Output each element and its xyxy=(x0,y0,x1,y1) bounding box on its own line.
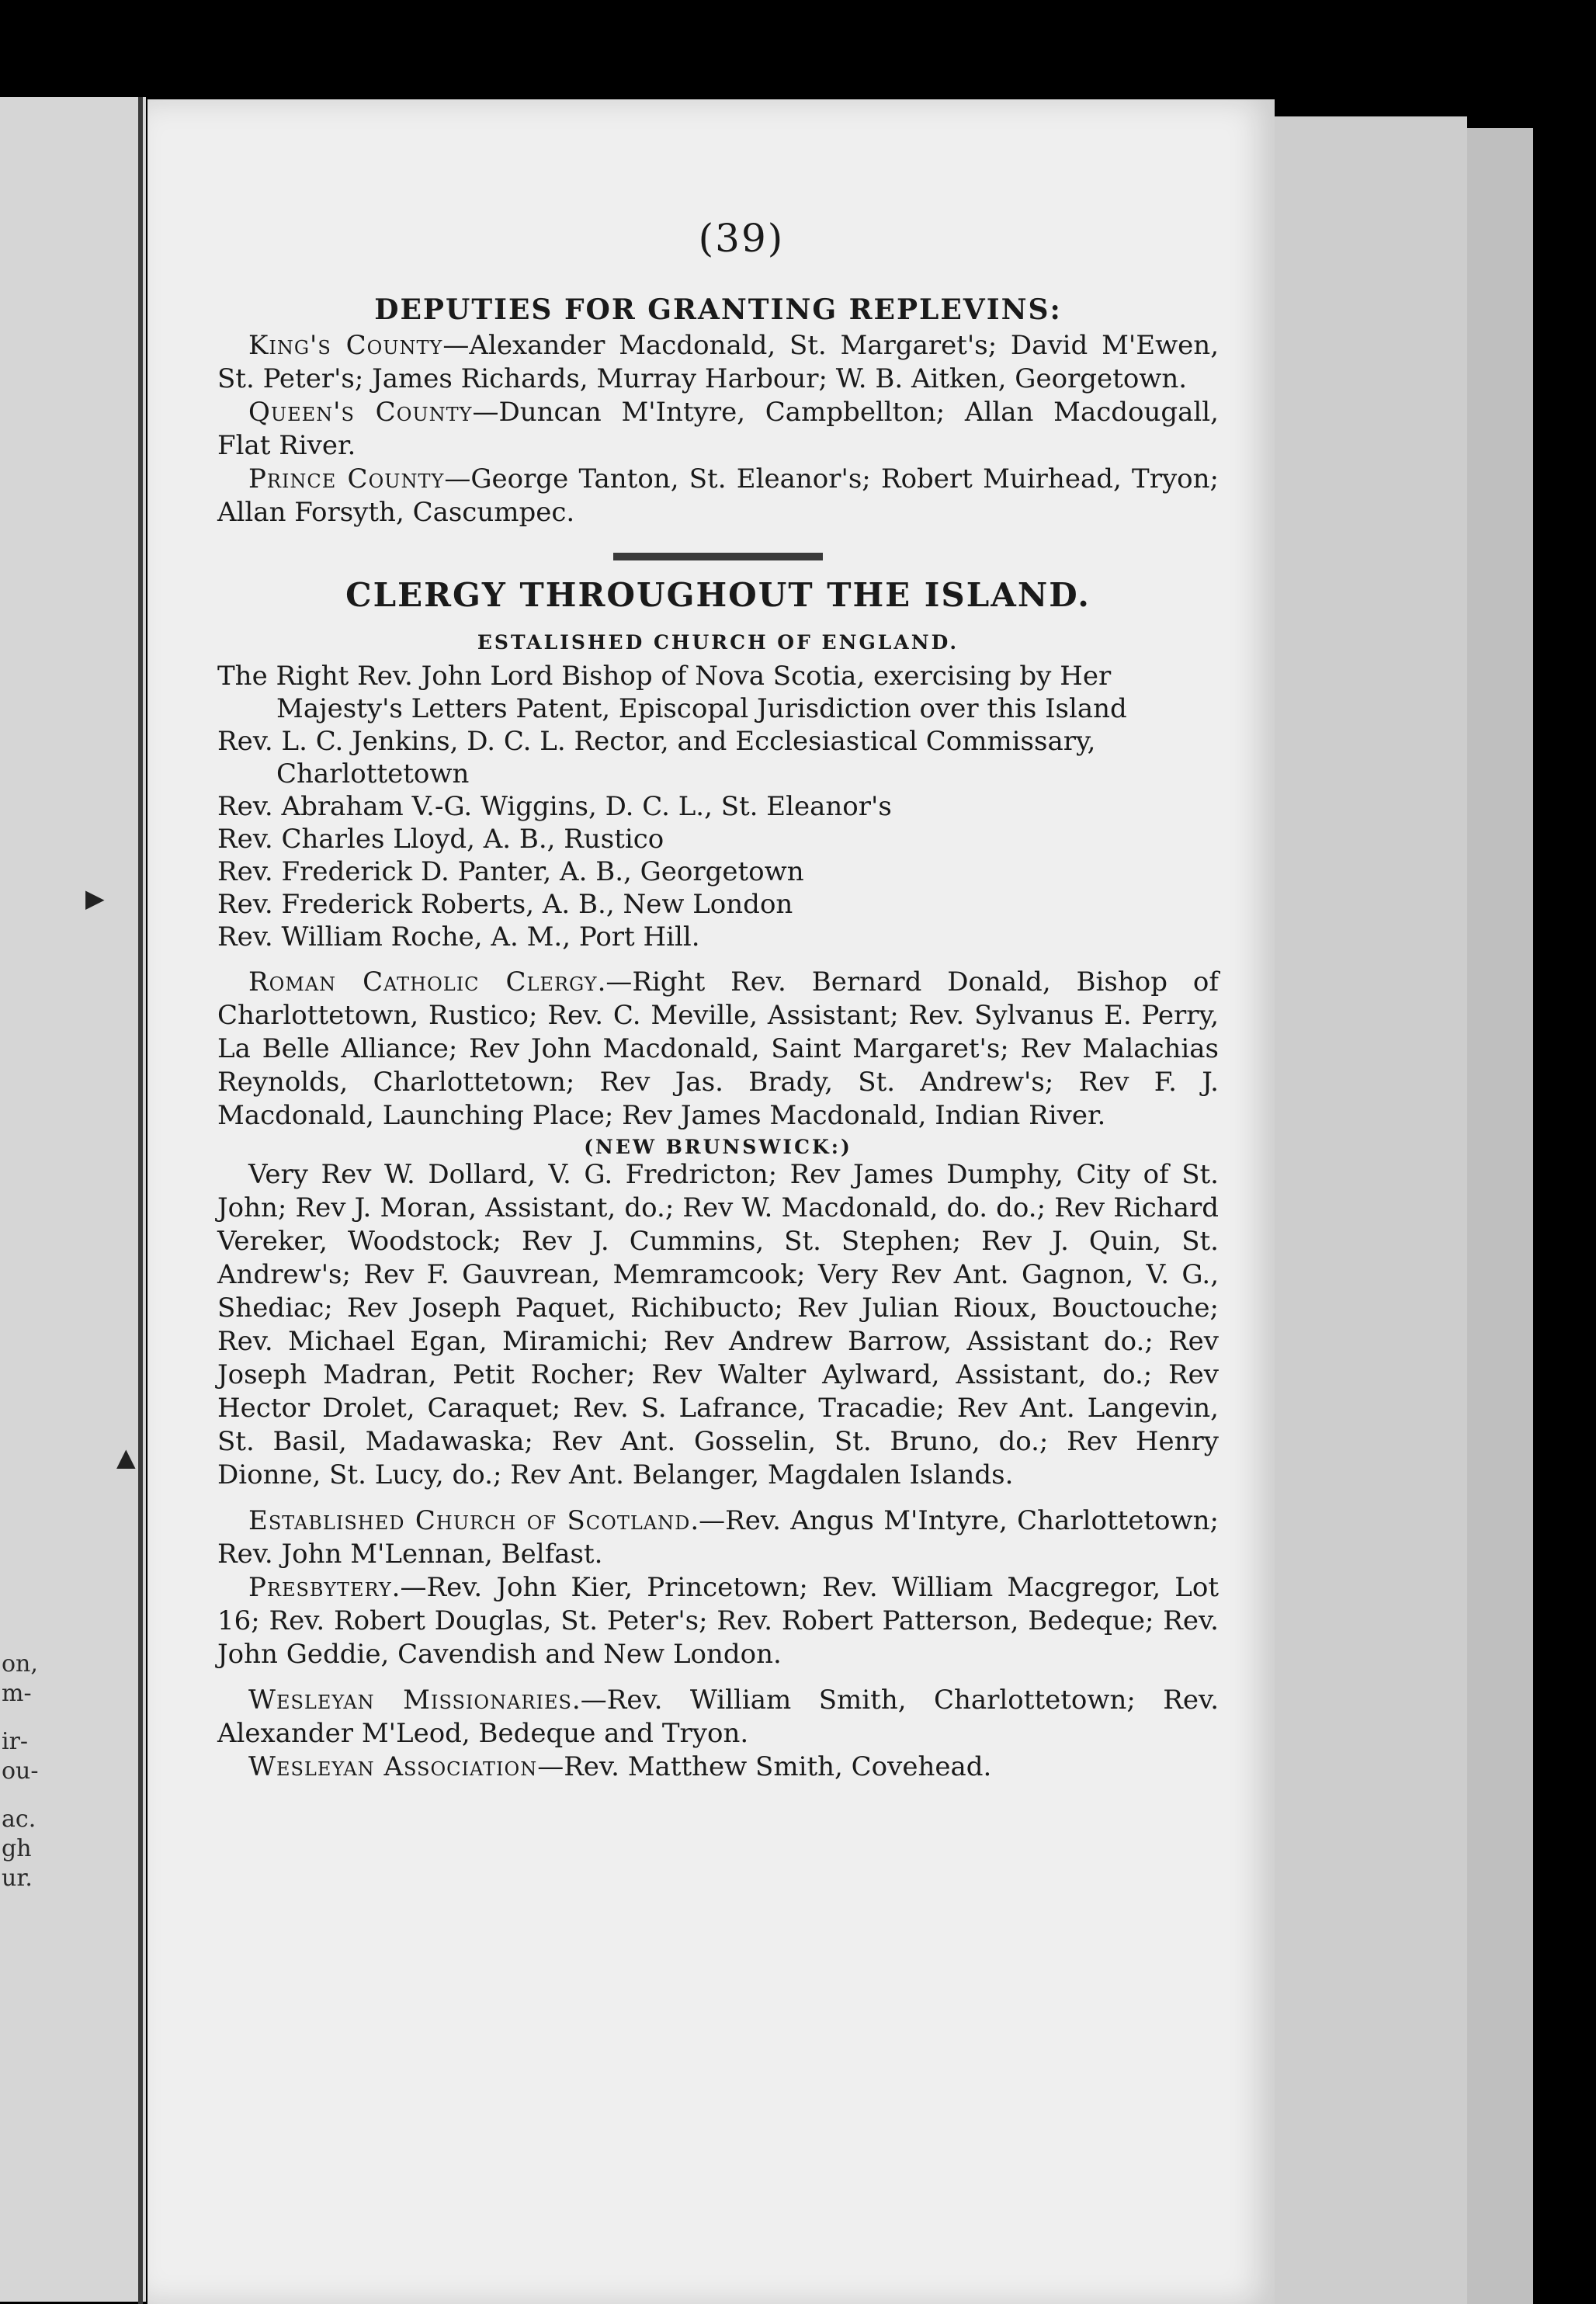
margin-fragment: ur. xyxy=(2,1865,33,1892)
clergy-title: CLERGY THROUGHOUT THE ISLAND. xyxy=(345,576,1091,614)
page-number: (39) xyxy=(698,216,785,261)
entry-lead: Presbytery xyxy=(248,1572,392,1603)
church-of-england-subtitle: ESTALISHED CHURCH OF ENGLAND. xyxy=(477,631,959,654)
list-item: Rev. Abraham V.-G. Wiggins, D. C. L., St. Eleanor's xyxy=(217,791,892,822)
list-item: Rev. Frederick Roberts, A. B., New London xyxy=(217,889,793,920)
church-of-scotland xyxy=(217,1504,1219,1571)
margin-fragment: m- xyxy=(2,1680,32,1707)
margin-fragment: ir- xyxy=(2,1728,29,1755)
entry-lead: Wesleyan Missionaries xyxy=(248,1685,572,1716)
list-item: The Right Rev. John Lord Bishop of Nova Scotia, exercising by Her Majesty's Letters Patent, Episcopal Jurisdiction over this Island xyxy=(217,661,1127,724)
page-content xyxy=(217,216,1219,1784)
entry-lead: Roman Catholic Clergy xyxy=(248,966,598,998)
entry-lead: Established Church of Scotland xyxy=(248,1505,691,1536)
margin-fragment: ou- xyxy=(2,1757,39,1785)
entry-text: —George Tanton, St. Eleanor's; Robert Muirhead, Tryon; Allan Forsyth, Cascumpec. xyxy=(217,463,1219,528)
deputies-kings-county xyxy=(217,329,1219,396)
book-page xyxy=(85,99,1275,2304)
entry-text: —Duncan M'Intyre, Campbellton; Allan Macdougall, Flat River. xyxy=(217,397,1219,461)
previous-page-edge xyxy=(0,97,146,2302)
entry-text: .—Right Rev. Bernard Donald, Bishop of Charlottetown, Rustico; Rev. C. Meville, Assistant; Rev. Sylvanus E. Perry, La Belle Alliance; Rev John Macdonald, Saint Margaret's; Rev Malachias Reynolds, Charlottetown; Rev Jas. Brady, St. Andrew's; Rev F. J. Macdonald, Launching Place; Rev James Macdonald, Indian River. xyxy=(217,966,1219,1131)
deputies-prince-county xyxy=(217,463,1219,529)
deputies-queens-county xyxy=(217,396,1219,463)
entry-text: .—Rev. John Kier, Princetown; Rev. William Macgregor, Lot 16; Rev. Robert Douglas, St. Peter's; Rev. Robert Patterson, Bedeque; Rev. John Geddie, Cavendish and New London. xyxy=(217,1572,1219,1670)
wesleyan-missionaries xyxy=(217,1684,1219,1751)
entry-text: .—Rev. Angus M'Intyre, Charlottetown; Rev. John M'Lennan, Belfast. xyxy=(217,1505,1219,1570)
entry-lead: Wesleyan Association xyxy=(248,1751,538,1782)
list-item: Rev. William Roche, A. M., Port Hill. xyxy=(217,921,700,952)
book-gutter xyxy=(138,97,143,2304)
entry-text: —Rev. Matthew Smith, Covehead. xyxy=(537,1751,992,1782)
new-brunswick-subtitle: (NEW BRUNSWICK:) xyxy=(584,1136,852,1158)
new-brunswick-clergy: Very Rev W. Dollard, V. G. Fredricton; Rev James Dumphy, City of St. John; Rev J. Moran, Assistant, do.; Rev W. Macdonald, do. do.; Rev Richard Vereker, Woodstock; Rev J. Cummins, St. Stephen; Rev J. Quin, St. Andrew's; Rev F. Gauvrean, Memramcook; Very Rev Ant. Gagnon, V. G., Shediac; Rev Joseph Paquet, Richibucto; Rev Julian Rioux, Bouctouche; Rev. Michael Egan, Miramichi; Rev Andrew Barrow, Assistant do.; Rev Joseph Madran, Petit Rocher; Rev Walter Aylward, Assistant, do.; Rev Hector Drolet, Caraquet; Rev. S. Lafrance, Tracadie; Rev Ant. Langevin, St. Basil, Madawaska; Rev Ant. Gosselin, St. Bruno, do.; Rev Henry Dionne, St. Lucy, do.; Rev Ant. Belanger, Magdalen Islands. xyxy=(217,1159,1219,1490)
church-of-england-list xyxy=(217,660,1219,953)
clergy-section xyxy=(217,576,1219,1784)
entry-text: .—Rev. William Smith, Charlottetown; Rev. Alexander M'Leod, Bedeque and Tryon. xyxy=(217,1685,1219,1749)
section-divider xyxy=(613,553,823,560)
list-item: Rev. L. C. Jenkins, D. C. L. Rector, and Ecclesiastical Commissary, Charlottetown xyxy=(217,726,1096,789)
presbytery xyxy=(217,1571,1219,1671)
margin-fragment: gh xyxy=(2,1835,32,1862)
list-item: Rev. Charles Lloyd, A. B., Rustico xyxy=(217,824,664,855)
margin-fragment: ac. xyxy=(2,1806,36,1833)
entry-lead: King's County xyxy=(248,330,443,361)
margin-arrow-icon: ▶ xyxy=(85,883,105,913)
margin-fragment: on, xyxy=(2,1650,38,1678)
deputies-section xyxy=(217,293,1219,529)
entry-lead: Prince County xyxy=(248,463,445,494)
list-item: Rev. Frederick D. Panter, A. B., Georgetown xyxy=(217,856,804,887)
wesleyan-association xyxy=(217,1751,1219,1784)
entry-lead: Queen's County xyxy=(248,397,473,428)
margin-arrow-icon: ▲ xyxy=(116,1442,136,1472)
entry-text: —Alexander Macdonald, St. Margaret's; David M'Ewen, St. Peter's; James Richards, Murray Harbour; W. B. Aitken, Georgetown. xyxy=(217,330,1219,394)
roman-catholic-clergy xyxy=(217,966,1219,1133)
deputies-title: DEPUTIES FOR GRANTING REPLEVINS: xyxy=(374,293,1062,326)
